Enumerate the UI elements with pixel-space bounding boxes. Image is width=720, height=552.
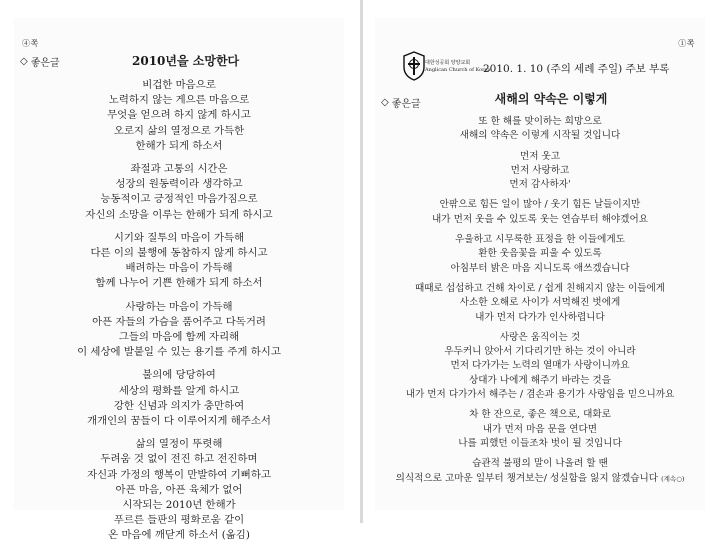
- poem-line: 능동적이고 긍정적인 마음가짐으로: [100, 193, 258, 206]
- poem-line: 온 마음에 깨닫게 하소서 (옮김): [108, 529, 250, 542]
- poem-line: 아픈 마음, 아픈 육체가 없어: [115, 483, 243, 496]
- church-logo-icon: [402, 51, 426, 81]
- poem-line: 배려하는 마음이 가득해: [125, 262, 233, 275]
- poem-line: 자신의 소망을 이루는 한해가 되게 하시고: [85, 208, 273, 221]
- poem-line: 아픈 자들의 가슴을 품어주고 다독거려: [92, 315, 266, 328]
- diamond-icon: ◇: [20, 56, 28, 67]
- poem-stanza: [375, 233, 705, 276]
- poem-stanza: [375, 457, 705, 486]
- poem-line: 환한 웃음꽃을 피울 수 있도록: [478, 248, 602, 260]
- poem-line: 의식적으로 고마운 일부터 챙겨보는/ 성실함을 잃지 않겠습니다: [395, 472, 659, 484]
- church-name-english: Anglican Church of Korea: [425, 67, 491, 73]
- poem-line: 푸르른 들판의 평화로움 같이: [113, 514, 245, 527]
- poem-stanza: [14, 78, 344, 154]
- left-page: [14, 18, 344, 542]
- poem-line: 새해의 약속은 이렇게 시작될 것입니다: [459, 130, 621, 142]
- poem-line: 내가 먼저 마음 문을 연다면: [482, 423, 598, 435]
- poem-stanza: [14, 231, 344, 292]
- left-page-number: ④쪽: [22, 39, 39, 48]
- poem-line: 비겁한 마음으로: [142, 79, 216, 91]
- poem-line: 다른 이의 불행에 동참하지 않게 하시고: [90, 247, 268, 260]
- poem-line: 노력하지 않는 게으른 마음으로: [108, 94, 250, 107]
- poem-stanza: [14, 162, 344, 223]
- right-title: 새해의 약속은 이렇게: [494, 92, 608, 106]
- poem-stanza: [375, 150, 705, 193]
- poem-line: 두려움 것 없이 전진 하고 전진하며: [100, 453, 258, 466]
- poem-line: 불의에 당당하여: [142, 369, 216, 382]
- poem-line: 사랑하는 마음이 가득해: [125, 300, 233, 313]
- poem-stanza: [14, 368, 344, 429]
- right-section-text: 좋은글: [391, 99, 421, 110]
- poem-line: 사랑은 움직이는 것: [499, 331, 581, 343]
- poem-line: 오로지 삶의 열정으로 가득한: [113, 124, 245, 137]
- left-section-text: 좋은글: [30, 58, 60, 69]
- page-fold: [360, 0, 363, 523]
- poem-line: 그들의 마음에 함께 자리해: [118, 331, 240, 344]
- right-page: [375, 18, 705, 510]
- poem-line: 성장의 원동력이라 생각하고: [115, 178, 243, 191]
- poem-line: 먼저 웃고: [519, 150, 561, 162]
- poem-line: 한해가 되게 하소서: [135, 139, 223, 152]
- poem-line: 상대가 나에게 해주기 바라는 것을: [469, 374, 611, 386]
- poem-line: 또 한 해를 맞이하는 희망으로: [478, 116, 602, 127]
- poem-line: 사소한 오해로 사이가 서먹해진 벗에게: [459, 297, 621, 309]
- poem-line: 시작되는 2010년 한해가: [122, 499, 236, 512]
- poem-line: 개개인의 꿈들이 다 이루어지게 해주소서: [87, 415, 271, 428]
- poem-line: 습관적 불평의 말이 나올려 할 땐: [472, 458, 608, 470]
- poem-line: 삶의 열정이 뚜렷해: [135, 438, 223, 451]
- poem-line: 우울하고 시무룩한 표정을 한 이들에게도: [455, 234, 625, 246]
- church-name: [425, 60, 490, 74]
- poem-stanza: [14, 300, 344, 361]
- poem-line: 세상의 평화를 알게 하시고: [118, 384, 240, 397]
- poem-line: 나를 피했던 이들조차 벗이 될 것입니다: [458, 437, 622, 449]
- poem-line: 함께 나누어 기쁜 한해가 되게 하소서: [95, 277, 263, 290]
- poem-line: 내가 먼저 웃을 수 있도록 웃는 연습부터 해야겠어요: [432, 213, 648, 225]
- poem-line: 때때로 섭섭하고 건해 차이로 / 쉽게 친해지지 않는 이들에게: [414, 282, 666, 294]
- poem-line: 강한 신념과 의지가 충만하여: [113, 399, 245, 412]
- diamond-icon: ◇: [381, 97, 389, 108]
- poem-line: 무엇을 얻으려 하지 않게 하시고: [107, 109, 251, 122]
- right-poem: [375, 115, 705, 492]
- church-name-korean: 대한성공회 양양교회: [425, 60, 471, 66]
- poem-line: 내가 먼저 다가가 인사하렵니다: [475, 311, 605, 323]
- left-poem: [14, 78, 344, 552]
- poem-line: 이 세상에 발붙일 수 있는 용기를 주게 하시고: [77, 346, 281, 359]
- poem-stanza: [375, 282, 705, 325]
- continued-note: (계속○): [661, 474, 685, 483]
- poem-line: 우두커니 앉아서 기다리기만 하는 것이 아니라: [444, 346, 636, 358]
- poem-line: 시기와 질투의 마음이 가득해: [113, 231, 245, 244]
- left-section-label: [20, 54, 60, 69]
- poem-stanza: [375, 198, 705, 227]
- poem-line: 좌절과 고통의 시간은: [130, 163, 228, 176]
- poem-stanza: [375, 408, 705, 451]
- poem-line: 내가 먼저 다가가서 해주는 / 겸손과 용기가 사랑임을 믿으니까요: [405, 389, 675, 401]
- poem-stanza: [375, 115, 705, 144]
- poem-line: 차 한 잔으로, 좋은 책으로, 대화로: [469, 409, 611, 421]
- poem-line: 자신과 가정의 행복이 만발하여 기뻐하고: [87, 468, 271, 481]
- poem-stanza: [375, 331, 705, 402]
- poem-line: 먼저 사랑하고: [510, 164, 570, 176]
- right-page-number: ①쪽: [678, 39, 695, 48]
- left-title: 2010년을 소망한다: [132, 54, 240, 68]
- poem-line: 아침부터 밝은 마음 지니도록 애쓰겠습니다: [450, 262, 630, 274]
- poem-stanza: [14, 437, 344, 543]
- poem-line: 먼저 감사하자': [509, 179, 571, 191]
- bulletin-header: 2010. 1. 10 (주의 세례 주일) 주보 부록: [483, 63, 670, 75]
- poem-line: 안팎으로 힘든 일이 많아 / 웃기 힘든 날들이지만: [439, 199, 641, 211]
- poem-line: 먼저 다가가는 노력의 열매가 사랑이니까요: [450, 360, 630, 372]
